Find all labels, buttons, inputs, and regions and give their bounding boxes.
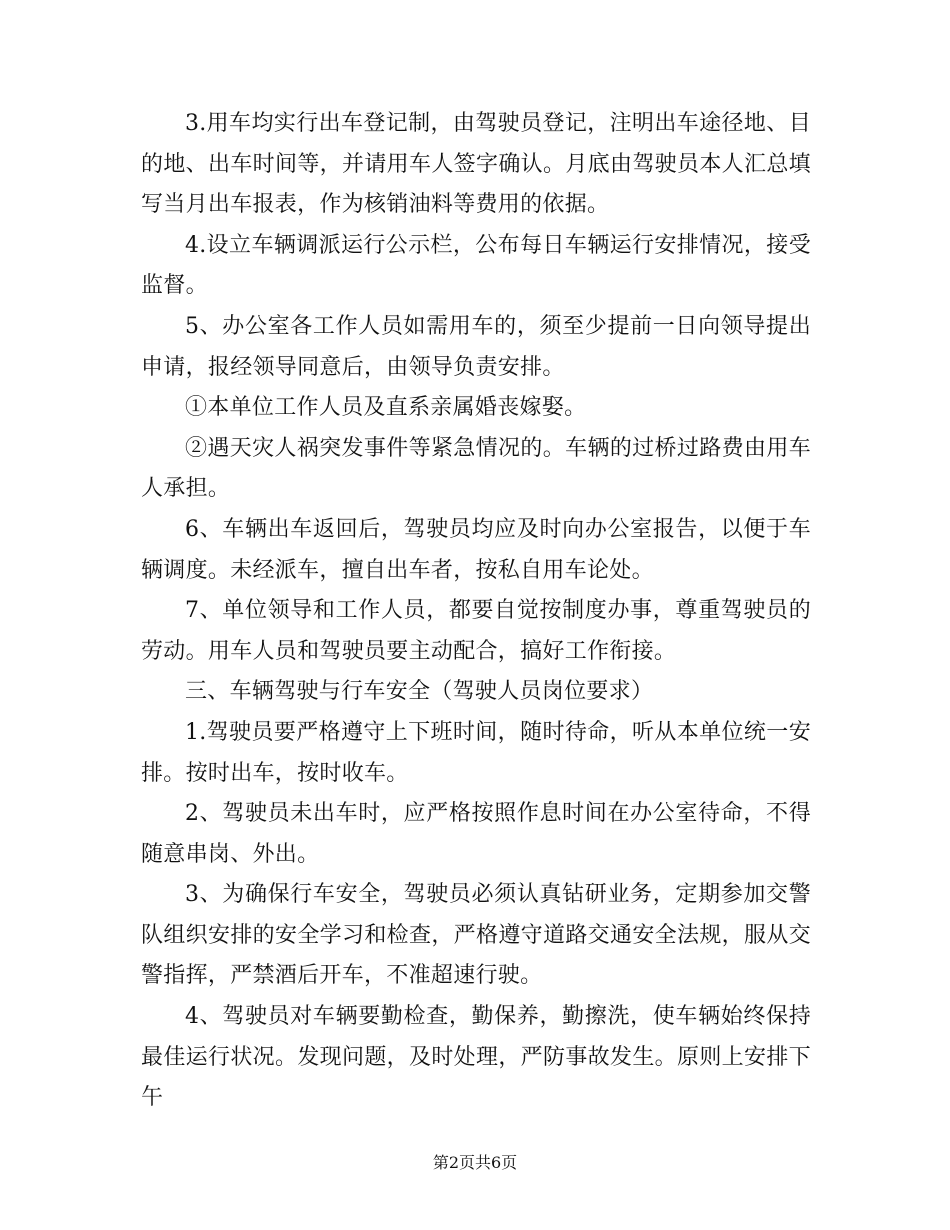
document-body: [141, 104, 811, 1119]
page-number-footer: 第2页共6页: [432, 1153, 518, 1172]
paragraph-driver-item-1: 1.驾驶员要严格遵守上下班时间，随时待命，听从本单位统一安排。按时出车，按时收车。: [141, 719, 811, 786]
paragraph-item-3-registration: 3.用车均实行出车登记制，由驾驶员登记，注明出车途径地、目的地、出车时间等，并请用车人签字确认。月底由驾驶员本人汇总填写当月出车报表，作为核销油料等费用的依据。: [141, 111, 811, 218]
section-heading-3: 三、车辆驾驶与行车安全（驾驶人员岗位要求）: [185, 679, 654, 705]
paragraph-item-7-cooperation: 7、单位领导和工作人员，都要自觉按制度办事，尊重驾驶员的劳动。用车人员和驾驶员要主动配合，搞好工作衔接。: [141, 598, 811, 664]
paragraph-driver-item-2: 2、驾驶员未出车时，应严格按照作息时间在办公室待命，不得随意串岗、外出。: [141, 801, 811, 867]
paragraph-subitem-2: ②遇天灾人祸突发事件等紧急情况的。车辆的过桥过路费由用车人承担。: [141, 435, 811, 502]
paragraph-item-5-application: 5、办公室各工作人员如需用车的，须至少提前一日向领导提出申请，报经领导同意后，由领导负责安排。: [141, 313, 811, 380]
paragraph-item-6-return-report: 6、车辆出车返回后，驾驶员均应及时向办公室报告，以便于车辆调度。未经派车，擅自出车者，按私自用车论处。: [141, 516, 811, 583]
paragraph-driver-item-3: 3、为确保行车安全，驾驶员必须认真钻研业务，定期参加交警队组织安排的安全学习和检查，严格遵守道路交通安全法规，服从交警指挥，严禁酒后开车，不准超速行驶。: [141, 882, 811, 989]
paragraph-subitem-1: ①本单位工作人员及直系亲属婚丧嫁娶。: [185, 395, 587, 421]
paragraph-driver-item-4: 4、驾驶员对车辆要勤检查，勤保养，勤擦洗，使车辆始终保持最佳运行状况。发现问题，及时处理，严防事故发生。原则上安排下午: [141, 1004, 811, 1111]
paragraph-item-4-bulletin: 4.设立车辆调派运行公示栏，公布每日车辆运行安排情况，接受监督。: [141, 232, 811, 299]
